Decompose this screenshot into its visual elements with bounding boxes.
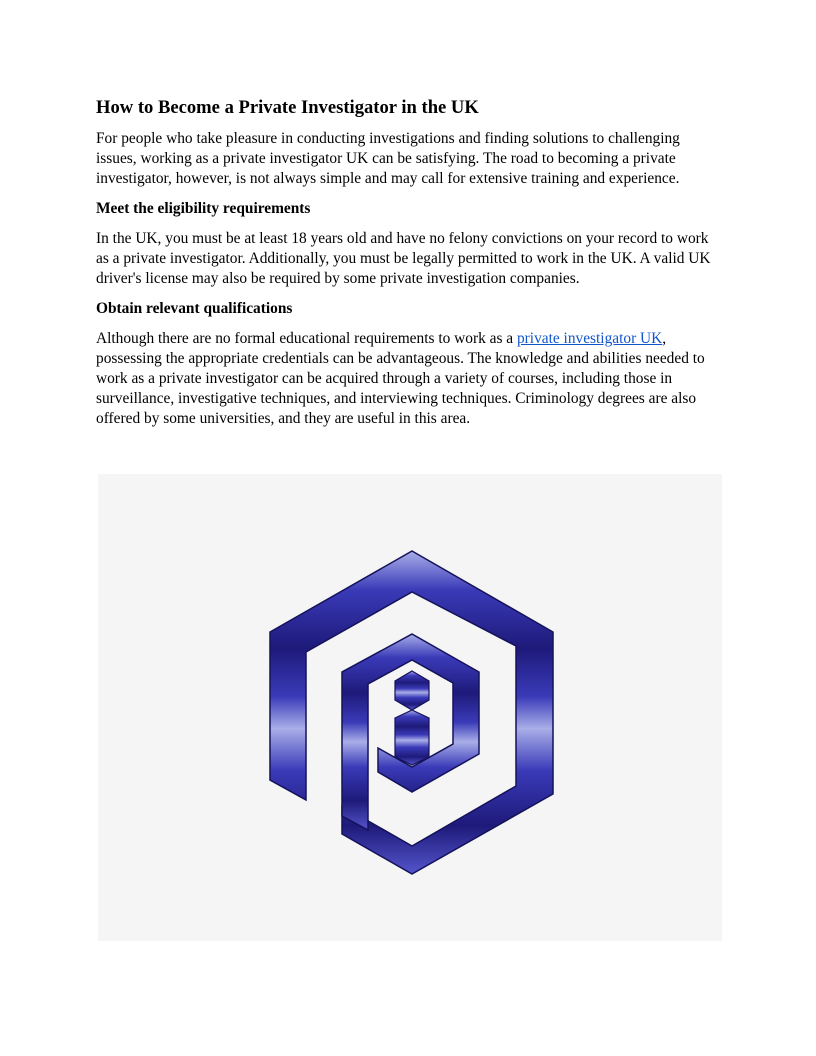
i-stem-shape bbox=[395, 710, 429, 765]
section-body-eligibility: In the UK, you must be at least 18 years old and have no felony convictions on your record to work as a private investigator. Additionally, you must be legally permitted to work in the UK. A valid UK driver's license may also be required by some private investigation companies. bbox=[96, 230, 711, 287]
body-text-before-link: Although there are no formal educational requirements to work as a bbox=[96, 330, 517, 347]
section-heading-eligibility: Meet the eligibility requirements bbox=[96, 200, 311, 217]
private-investigator-uk-link[interactable]: private investigator UK bbox=[516, 330, 663, 347]
logo-figure bbox=[98, 474, 722, 941]
hexagon-pi-logo-icon bbox=[98, 474, 722, 941]
section-heading-qualifications: Obtain relevant qualifications bbox=[96, 300, 293, 317]
i-dot-shape bbox=[395, 671, 429, 710]
document-title: How to Become a Private Investigator in the UK bbox=[96, 97, 479, 118]
intro-paragraph: For people who take pleasure in conducting investigations and finding solutions to challenging issues, working as a private investigator UK can be satisfying. The road to becoming a private investigator, however, is not always simple and may call for extensive training and experience. bbox=[96, 130, 680, 187]
body-text-after-link: , possessing the appropriate credentials can be advantageous. The knowledge and abilities needed to work as a private investigator can be acquired through a variety of courses, including those in surveillance, investigative techniques, and interviewing techniques. Criminology degrees are also offered by some universities, and they are useful in this area. bbox=[96, 330, 705, 427]
document-page bbox=[96, 96, 722, 439]
section-body-qualifications bbox=[96, 329, 722, 429]
